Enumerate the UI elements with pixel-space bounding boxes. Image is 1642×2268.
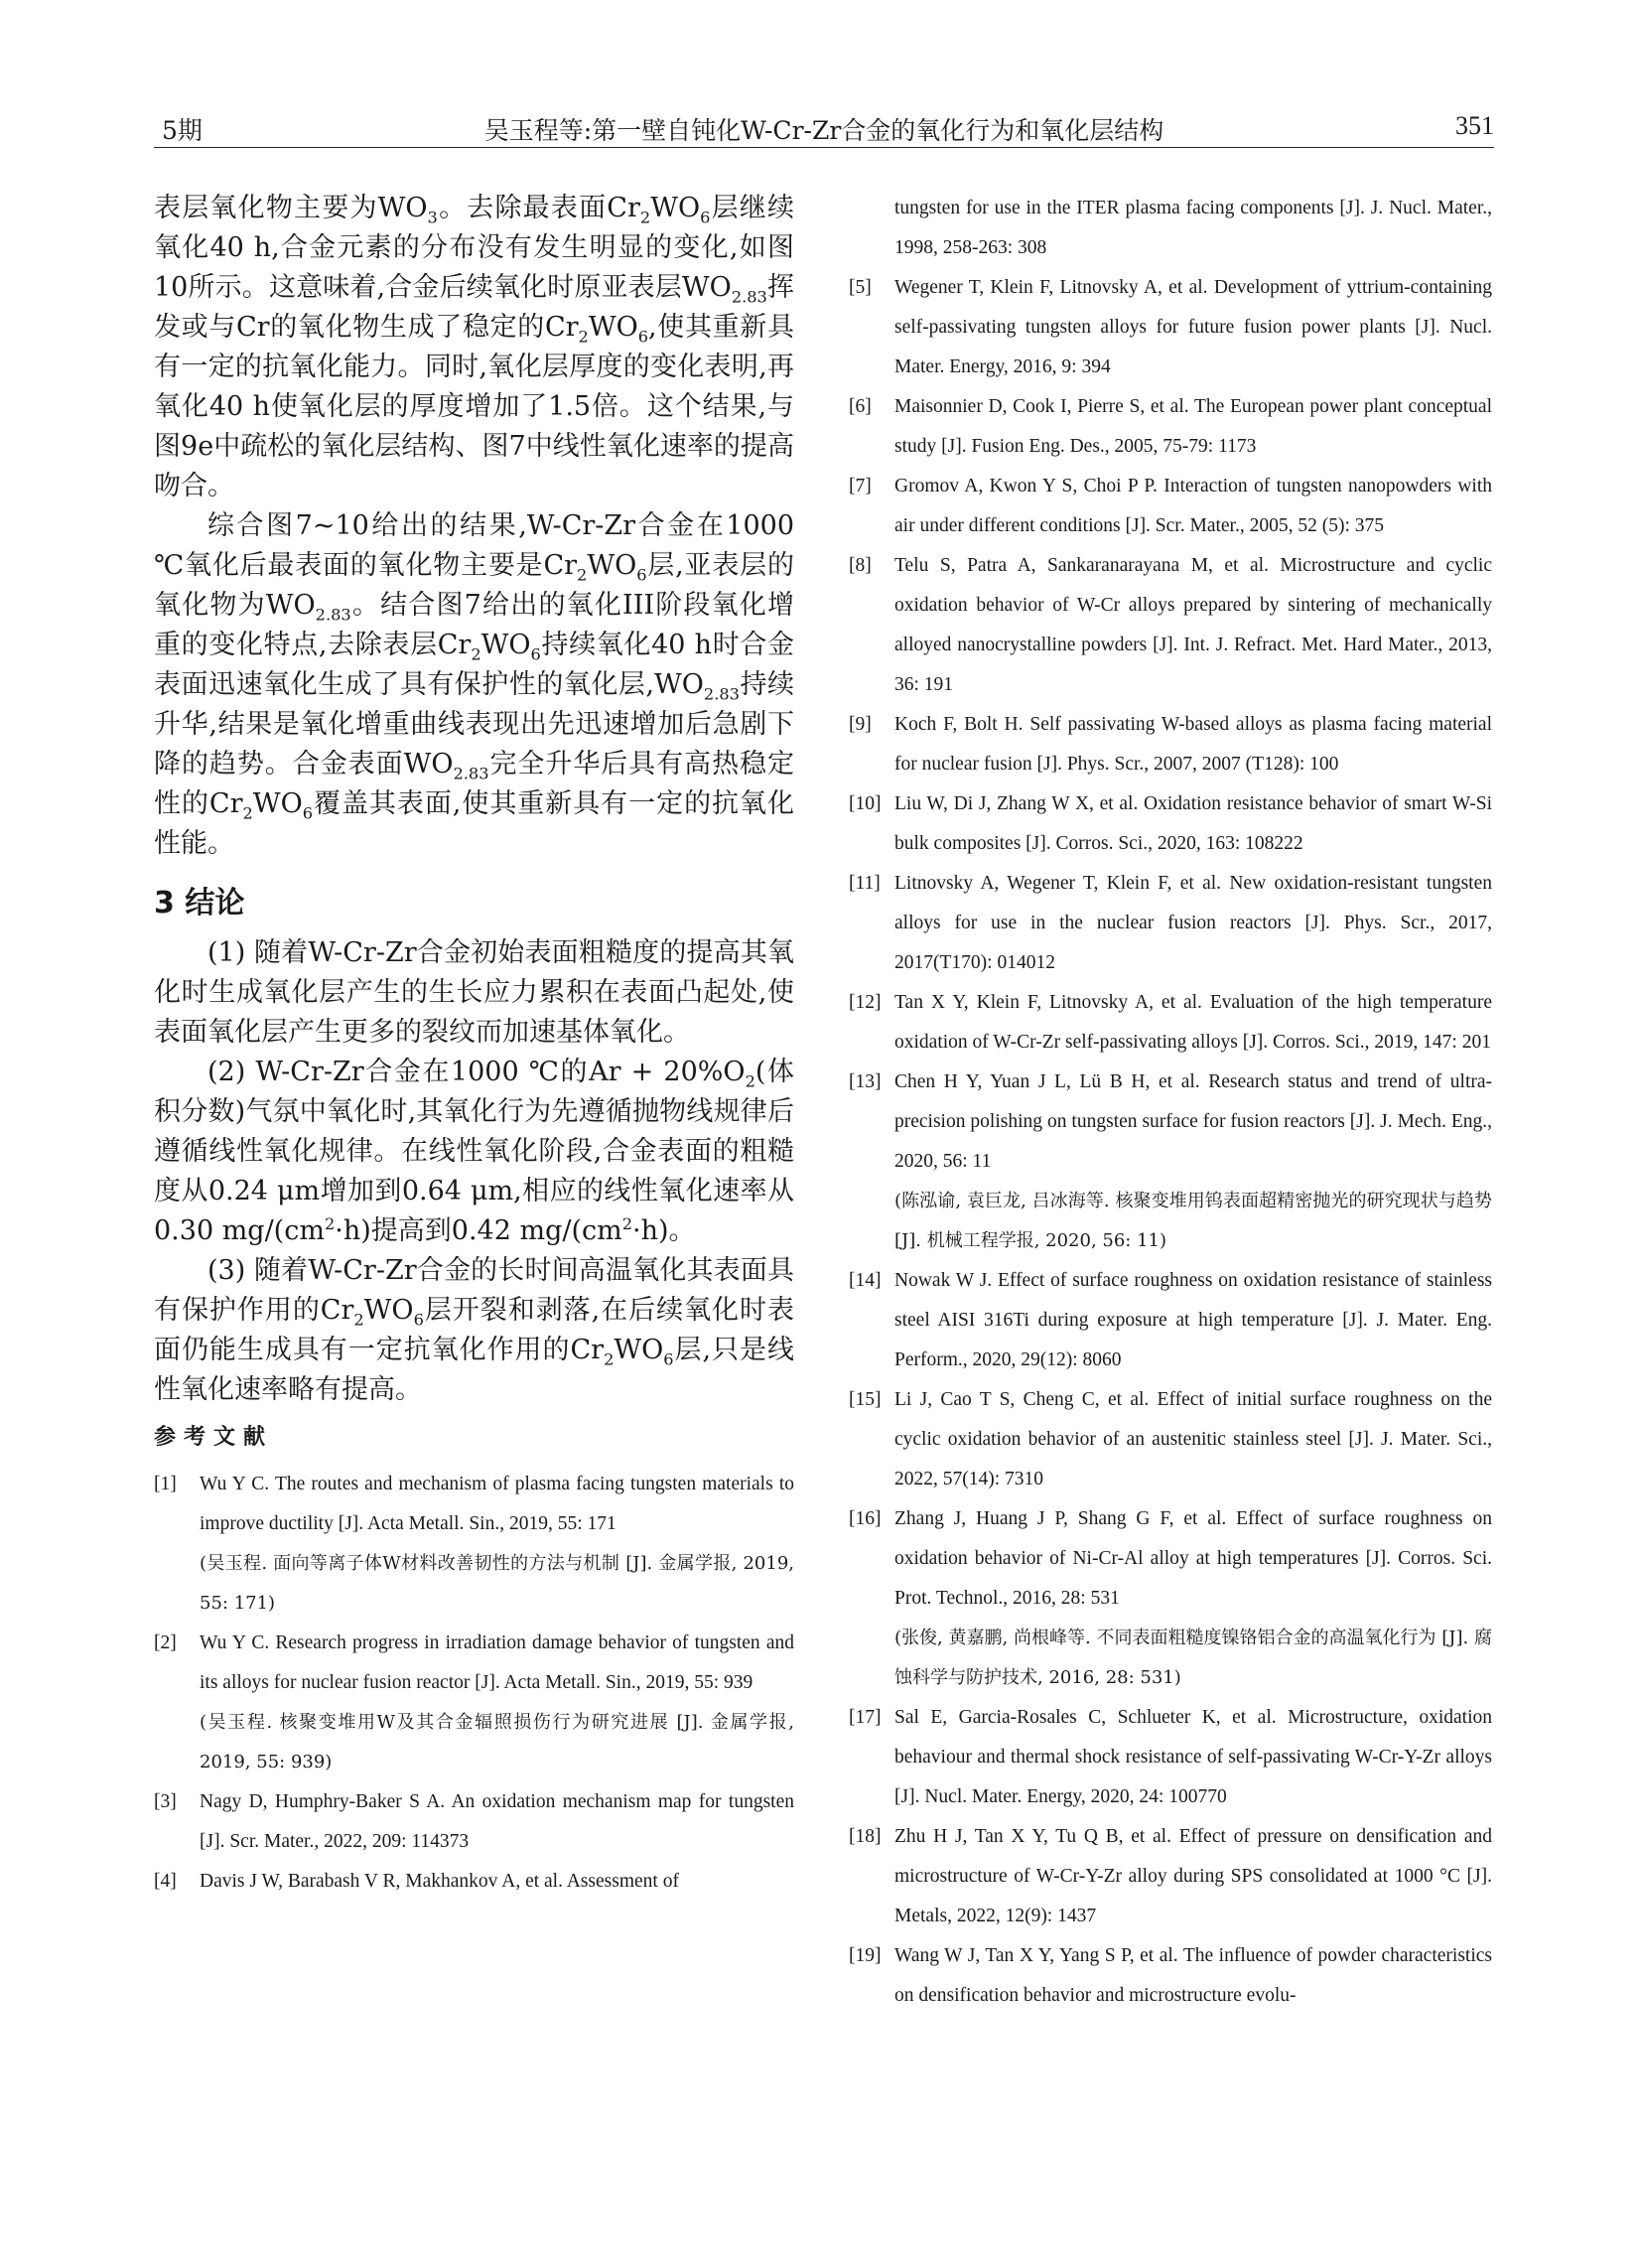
subscript: 6 <box>413 1310 424 1330</box>
reference-number: [8] <box>849 555 872 576</box>
reference-text: Li J, Cao T S, Cheng C, et al. Effect of initial surface roughness on the cyclic oxidation behavior of an austenitic stainless steel [J]. J. Mater. Sci., 2022, 57(14): 7310 <box>894 1389 1492 1489</box>
reference-text: Telu S, Patra A, Sankaranarayana M, et al. Microstructure and cyclic oxidation behavior of W-Cr alloys prepared by sintering of mechanically alloyed nanocrystalline powders [J]. Int. J. Refract. Met. Hard Mater., 2013, 36: 191 <box>894 555 1492 695</box>
reference-item <box>154 1624 794 1782</box>
reference-number: [2] <box>154 1632 177 1653</box>
reference-number: [1] <box>154 1474 177 1494</box>
subscript: 6 <box>636 565 647 585</box>
reference-number: [3] <box>154 1791 177 1812</box>
reference-item <box>849 983 1492 1063</box>
running-title: 吴玉程等:第一壁自钝化W-Cr-Zr合金的氧化行为和氧化层结构 <box>483 116 1164 145</box>
reference-chinese-text: (张俊, 黄嘉鹏, 尚根峰等. 不同表面粗糙度镍铬铝合金的高温氧化行为 [J]. 腐蚀科学与防护技术, 2016, 28: 531) <box>894 1628 1492 1688</box>
reference-item <box>849 387 1492 467</box>
reference-list-right <box>849 189 1492 2016</box>
reference-list-left <box>154 1465 794 1902</box>
reference-text: Wang W J, Tan X Y, Yang S P, et al. The influence of powder characteristics on densification behavior and microstructure evolu- <box>894 1945 1492 2006</box>
reference-text: Zhang J, Huang J P, Shang G F, et al. Effect of surface roughness on oxidation behavior of Ni-Cr-Al alloy at high temperatures [J]. Corros. Sci. Prot. Technol., 2016, 28: 531 <box>894 1508 1492 1609</box>
reference-chinese-text: (吴玉程. 核聚变堆用W及其合金辐照损伤行为研究进展 [J]. 金属学报, 2019, 55: 939) <box>200 1712 794 1772</box>
paragraph-oxide-layer: 表层氧化物主要为$WO_3$。去除最表面$Cr_2WO_6$层继续氧化40 h,合金元素的分布没有发生明显的变化,如图10所示。这意味着,合金后续氧化时原亚表层$WO_{2.83}$挥发或与Cr的氧化物生成了稳定的$Cr_2WO_6$,使其重新具有一定的抗氧化能力。同时,氧化层厚度的变化表明,再氧化40 h使氧化层的厚度增加了1.5倍。这个结果,与图9e中疏松的氧化层结构、图7中线性氧化速率的提高吻合。 <box>154 193 795 501</box>
reference-number: [17] <box>849 1707 882 1728</box>
reference-number: [9] <box>849 714 872 735</box>
subscript: 6 <box>663 1349 674 1369</box>
reference-item <box>849 1499 1492 1698</box>
reference-text: Zhu H J, Tan X Y, Tu Q B, et al. Effect of pressure on densification and microstructure of W-Cr-Y-Zr alloy during SPS consolidated at 1000 °C [J]. Metals, 2022, 12(9): 1437 <box>894 1826 1492 1926</box>
subscript: 2 <box>242 803 253 823</box>
reference-text: Maisonnier D, Cook I, Pierre S, et al. The European power plant conceptual study [J]. Fusion Eng. Des., 2005, 75-79: 1173 <box>894 396 1492 457</box>
reference-text: Davis J W, Barabash V R, Makhankov A, et al. Assessment of <box>200 1871 679 1892</box>
subscript: 3 <box>427 208 438 227</box>
reference-item <box>849 1063 1492 1261</box>
reference-text: Koch F, Bolt H. Self passivating W-based alloys as plasma facing material for nuclear fusion [J]. Phys. Scr., 2007, 2007 (T128): 100 <box>894 714 1492 775</box>
reference-item <box>849 268 1492 387</box>
subscript: 2 <box>471 644 481 664</box>
reference-number: [10] <box>849 793 882 814</box>
reference-number: [16] <box>849 1508 882 1529</box>
reference-number: [15] <box>849 1389 882 1410</box>
reference-item <box>154 1862 794 1902</box>
reference-item <box>849 189 1492 268</box>
subscript: 2 <box>353 1310 364 1330</box>
subscript: 2 <box>639 208 651 227</box>
reference-text: Liu W, Di J, Zhang W X, et al. Oxidation resistance behavior of smart W-Si bulk composites [J]. Corros. Sci., 2020, 163: 108222 <box>894 793 1492 854</box>
reference-number: [18] <box>849 1826 882 1847</box>
reference-number: [7] <box>849 476 872 496</box>
paragraph-summary: 综合图7~10给出的结果,W-Cr-Zr合金在1000 ℃氧化后最表面的氧化物主要是$Cr_2WO_6$层,亚表层的氧化物为$WO_{2.83}$。结合图7给出的氧化III阶段氧化增重的变化特点,去除表层$Cr_2WO_6$持续氧化40 h时合金表面迅速氧化生成了具有保护性的氧化层$,WO_{2.83}$持续升华,结果是氧化增重曲线表现出先迅速增加后急剧下降的趋势。合金表面$WO_{2.83}$完全升华后具有高热稳定性的$Cr_2WO_6$覆盖其表面,使其重新具有一定的抗氧化性能。 <box>154 510 795 859</box>
reference-text: Litnovsky A, Wegener T, Klein F, et al. New oxidation-resistant tungsten alloys for use in the nuclear fusion reactors [J]. Phys. Scr., 2017, 2017(T170): 014012 <box>894 873 1492 973</box>
section-title-conclusion: 3 结论 <box>154 886 245 921</box>
reference-chinese-text: (陈泓谕, 袁巨龙, 吕冰海等. 核聚变堆用钨表面超精密抛光的研究现状与趋势 [J]. 机械工程学报, 2020, 56: 11) <box>894 1191 1492 1251</box>
subscript: 2.83 <box>703 684 740 704</box>
subscript: 6 <box>530 644 541 664</box>
issue-number: 5期 <box>162 116 203 145</box>
reference-number: [14] <box>849 1270 882 1291</box>
reference-text: Tan X Y, Klein F, Litnovsky A, et al. Evaluation of the high temperature oxidation of W-Cr-Zr self-passivating alloys [J]. Corros. Sci., 2019, 147: 201 <box>894 992 1492 1053</box>
subscript: 2.83 <box>731 287 767 307</box>
reference-item <box>849 784 1492 864</box>
running-header <box>154 107 1494 148</box>
reference-text: Nowak W J. Effect of surface roughness on oxidation resistance of stainless steel AISI 316Ti during exposure at high temperature [J]. J. Mater. Eng. Perform., 2020, 29(12): 8060 <box>894 1270 1492 1370</box>
reference-text: Wegener T, Klein F, Litnovsky A, et al. Development of yttrium-containing self-passivating tungsten alloys for future fusion power plants [J]. Nucl. Mater. Energy, 2016, 9: 394 <box>894 277 1492 377</box>
subscript: 6 <box>302 803 314 823</box>
subscript: 2 <box>577 565 588 585</box>
reference-item <box>849 1936 1492 2016</box>
references-title: 参考文献 <box>154 1425 274 1450</box>
reference-item <box>849 864 1492 983</box>
conclusion-3: (3) 随着W-Cr-Zr合金的长时间高温氧化其表面具有保护作用的$Cr_2WO_6$层开裂和剥落,在后续氧化时表面仍能生成具有一定抗氧化作用的$Cr_2WO_6$层,只是线性氧化速率略有提高。 <box>154 1255 794 1405</box>
subscript: 2.83 <box>453 764 489 783</box>
left-column <box>154 189 794 1902</box>
reference-text: Nagy D, Humphry-Baker S A. An oxidation mechanism map for tungsten [J]. Scr. Mater., 2022, 209: 114373 <box>200 1791 794 1852</box>
reference-item <box>849 1698 1492 1817</box>
reference-item <box>849 546 1492 705</box>
subscript: 2 <box>604 1349 615 1369</box>
reference-text: Wu Y C. Research progress in irradiation damage behavior of tungsten and its alloys for nuclear fusion reactor [J]. Acta Metall. Sin., 2019, 55: 939 <box>200 1632 794 1693</box>
reference-number: [5] <box>849 277 872 298</box>
reference-item <box>849 1380 1492 1499</box>
reference-number: [19] <box>849 1945 882 1966</box>
reference-number: [11] <box>849 873 881 894</box>
superscript: 2 <box>324 1214 336 1233</box>
superscript: 2 <box>621 1214 633 1233</box>
reference-item <box>154 1782 794 1862</box>
reference-item <box>849 467 1492 546</box>
reference-item <box>849 1261 1492 1380</box>
reference-text: Chen H Y, Yuan J L, Lü B H, et al. Research status and trend of ultra-precision polishing on tungsten surface for fusion reactors [J]. J. Mech. Eng., 2020, 56: 11 <box>894 1071 1492 1172</box>
reference-text: Wu Y C. The routes and mechanism of plasma facing tungsten materials to improve ductility [J]. Acta Metall. Sin., 2019, 55: 171 <box>200 1474 794 1534</box>
reference-number: [6] <box>849 396 872 417</box>
reference-number: [4] <box>154 1871 177 1892</box>
page-number: 351 <box>1455 111 1494 140</box>
reference-text: Gromov A, Kwon Y S, Choi P P. Interaction of tungsten nanopowders with air under different conditions [J]. Scr. Mater., 2005, 52 (5): 375 <box>894 476 1492 536</box>
reference-item <box>849 1817 1492 1936</box>
subscript: 2 <box>578 327 589 347</box>
reference-text: Sal E, Garcia-Rosales C, Schlueter K, et al. Microstructure, oxidation behaviour and thermal shock resistance of self-passivating W-Cr-Y-Zr alloys [J]. Nucl. Mater. Energy, 2020, 24: 100770 <box>894 1707 1492 1807</box>
right-column <box>849 189 1492 2016</box>
subscript: 2.83 <box>315 605 351 625</box>
reference-item <box>849 705 1492 784</box>
conclusion-1: (1) 随着W-Cr-Zr合金初始表面粗糙度的提高其氧化时生成氧化层产生的生长应力累积在表面凸起处,使表面氧化层产生更多的裂纹而加速基体氧化。 <box>154 937 794 1048</box>
subscript: 6 <box>637 327 649 347</box>
reference-item <box>154 1465 794 1624</box>
reference-number: [12] <box>849 992 882 1013</box>
reference-text: tungsten for use in the ITER plasma facing components [J]. J. Nucl. Mater., 1998, 258-263: 308 <box>894 198 1492 258</box>
subscript: 2 <box>745 1071 755 1091</box>
subscript: 6 <box>700 208 711 227</box>
reference-chinese-text: (吴玉程. 面向等离子体W材料改善韧性的方法与机制 [J]. 金属学报, 2019, 55: 171) <box>200 1553 794 1614</box>
conclusion-2: (2) W-Cr-Zr合金在1000 ℃的$Ar + 20\%O_2$(体积分数)气氛中氧化时,其氧化行为先遵循抛物线规律后遵循线性氧化规律。在线性氧化阶段,合金表面的粗糙度从0.24 μm增加到0.64 μm,相应的线性氧化速率从0.30 $mg/(cm^2\cdot h)$提高到0.42 $mg/(cm^2\cdot h)$。 <box>154 1057 794 1246</box>
reference-number: [13] <box>849 1071 882 1092</box>
